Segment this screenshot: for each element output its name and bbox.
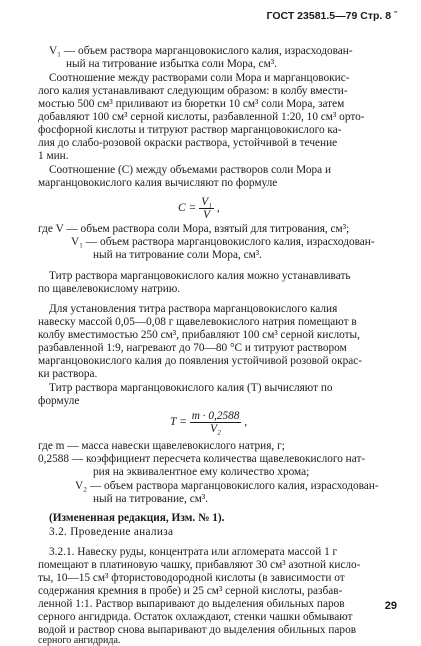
text-line: где V — объем раствора соли Мора, взятый для титрования, см³;: [38, 223, 350, 235]
page-label: Стр. 8: [360, 10, 392, 22]
text-line: Титр раствора марганцовокислого калия можно устанавливать: [49, 270, 351, 282]
amendment-note: (Измененная редакция, Изм. № 1).: [49, 512, 225, 524]
text-line: лия до слабо-розовой окраски раствора, устойчивой в течение: [38, 137, 338, 149]
text-line: Титр раствора марганцовокислого калия (T) вычисляют по: [49, 382, 333, 394]
text-line: добавляют 100 см³ серной кислоты, разбавленной 1:20, 10 см³ орто-: [38, 111, 365, 123]
text-line: помещают в платиновую чашку, прибавляют 30 см³ азотной кисло-: [38, 559, 361, 571]
text-line: серного ангидрида. Остаток охлаждают, стенки чашки обмывают: [38, 611, 353, 623]
text-line: формуле: [38, 395, 80, 407]
formula-c-fraction: [199, 196, 214, 221]
formula-t: [170, 410, 247, 435]
formula-c-tail: ,: [216, 202, 220, 214]
text-line: мостью 500 см³ приливают из бюретки 10 см³ соли Мора, затем: [38, 98, 345, 110]
formula-t-numerator: m · 0,2588: [191, 410, 240, 422]
text-line: содержания кремния в пробе) и 25 см³ серной кислоты, разбав-: [38, 585, 343, 597]
standard-code: ГОСТ 23581.5—79: [266, 10, 358, 22]
text-line: ный на титрование, см³.: [93, 493, 209, 505]
formula-c: [178, 196, 220, 221]
text-line: колбу вместимостью 250 см³, прибавляют 100 см³ серной кислоты,: [38, 329, 360, 341]
text-line: V₁ — объем раствора марганцовокислого калия, израсходован-: [71, 236, 375, 248]
text-line: марганцовокислого калия до появления устойчивой розовой окрас-: [38, 355, 363, 367]
formula-c-numerator: V₁: [201, 196, 213, 208]
section-heading: 3.2. Проведение анализа: [49, 526, 174, 538]
page-header: [267, 10, 397, 22]
text-line: Соотношение между растворами соли Мора и марганцовокис-: [49, 72, 350, 84]
formula-t-tail: ,: [244, 416, 248, 428]
text-line: ки раствора.: [38, 368, 98, 380]
formula-t-lhs: T =: [170, 416, 187, 428]
text-line: V₂ — объем раствора марганцовокислого калия, израсходован-: [75, 480, 379, 492]
text-line: 0,2588 — коэффициент пересчета количества щавелевокислого нат-: [38, 453, 366, 465]
formula-c-lhs: C =: [178, 202, 197, 214]
text-line: Соотношение (C) между объемами растворов соли Мора и: [49, 164, 332, 176]
text-line: марганцовокислого калия вычисляют по формуле: [38, 177, 278, 189]
formula-c-denominator: V: [203, 209, 211, 221]
text-line: V₁ — объем раствора марганцовокислого калия, израсходован-: [49, 45, 353, 57]
text-line: ты, 10—15 см³ фтористоводородной кислоты (в зависимости от: [38, 572, 345, 584]
text-line: разбавленной 1:9, нагревают до 70—80 °С и титруют раствором: [38, 342, 347, 354]
text-line: водой и раствор снова выпаривают до выделения обильных паров: [38, 624, 357, 636]
text-line: навеску массой 0,05—0,08 г щавелевокислого натрия помещают в: [38, 316, 357, 328]
text-line: серного ангидрида.: [38, 635, 121, 646]
formula-t-denominator: V₂: [210, 423, 221, 435]
text-line: Для установления титра раствора марганцовокислого калия: [49, 303, 338, 315]
text-line: где m — масса навески щавелевокислого натрия, г;: [38, 440, 285, 452]
text-line: по щавелевокислому натрию.: [38, 283, 181, 295]
header-mark: ˜: [394, 10, 397, 20]
text-line: рия на эквивалентное ему количество хрома;: [93, 466, 310, 478]
text-line: ленной 1:1. Раствор выпаривают до выделения обильных паров: [38, 598, 345, 610]
text-line: 3.2.1. Навеску руды, концентрата или агломерата массой 1 г: [49, 546, 338, 558]
text-line: 1 мин.: [38, 150, 69, 162]
page-number: 29: [384, 600, 397, 612]
text-line: ный на титрование избытка соли Мора, см³.: [66, 58, 277, 70]
text-line: ный на титрование соли Мора, см³.: [93, 249, 262, 261]
text-line: лого калия устанавливают следующим образом: в колбу вмести-: [38, 85, 348, 97]
formula-t-fraction: [190, 410, 242, 435]
text-line: фосфорной кислоты и титруют раствор марганцовокислого ка-: [38, 124, 342, 136]
